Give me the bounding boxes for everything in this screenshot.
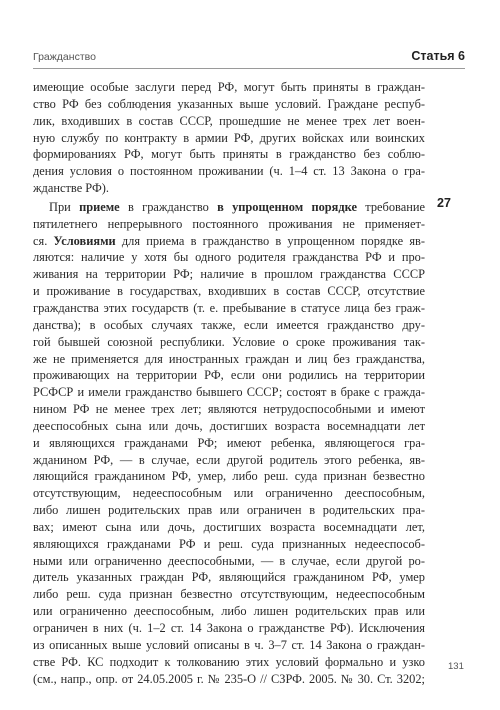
text-line: имеющие особые заслуги перед РФ, могут быть приняты в граждан- xyxy=(33,80,425,94)
text-line: либо лишен родительских прав или ограничен в родительских пра- xyxy=(33,503,425,518)
header-section-title: Гражданство xyxy=(33,51,96,63)
text-line: ляющийся гражданином РФ, умер, либо реш. суда признан безвестно xyxy=(33,469,425,484)
text-line: пятилетнего непрерывного постоянного проживания не применяет- xyxy=(33,216,425,231)
text-line: дитель указанных граждан РФ, являющийся гражданином РФ, умер xyxy=(33,570,425,585)
text-line: и являющихся гражданами РФ; имеют ребенка, являющегося гра- xyxy=(33,435,425,450)
text-line: нином РФ не менее трех лет; являются нетрудоспособными и имеют xyxy=(33,402,425,417)
bold-term-priem: приеме xyxy=(79,199,120,214)
page-number: 131 xyxy=(448,661,464,672)
text-line: лик, входивших в состав СССР, прошедшие не менее трех лет воен- xyxy=(33,113,425,128)
text-line: ство РФ без соблюдения указанных выше условий. Граждане респуб- xyxy=(33,96,425,111)
header-article-title: Статья 6 xyxy=(411,49,465,63)
text-line: являющихся гражданами РФ и реш. суда признанных недееспособ- xyxy=(33,536,425,551)
text-line: гой бывшей союзной республики. Условие о сроке проживания так- xyxy=(33,334,425,349)
text-line: (см., напр., опр. от 24.05.2005 г. № 235-О // СЗРФ. 2005. № 30. Ст. 3202; xyxy=(33,671,425,686)
bold-term-uproshchennom: в упрощенном порядке xyxy=(217,199,357,214)
text-line: отсутствующим, недееспособным или ограниченно дееспособным, xyxy=(33,486,425,501)
header-rule xyxy=(33,68,465,69)
text-line: проживающих на территории РФ, если они родились на территории xyxy=(33,368,425,383)
text-line: При приеме в гражданство в упрощенном порядке требование xyxy=(49,199,425,214)
text-line: из описанных выше условий описаны в ч. 3–7 ст. 14 Закона о граждан- xyxy=(33,637,425,652)
text-line: формированиях РФ, могут быть приняты в гражданство без соблю- xyxy=(33,147,425,162)
text-line: ограничен в них (ч. 1–2 ст. 14 Закона о гражданстве РФ). Исключения xyxy=(33,621,425,635)
text-line: данства); в особых случаях также, если имеется гражданство дру- xyxy=(33,317,425,332)
text-line: и проживание в государствах, входивших в состав СССР, отсутствие xyxy=(33,284,425,299)
text-line: дееспособных сына или дочь, достигших возраста восемнадцати лет xyxy=(33,418,425,433)
text-line: живания на территории РФ; наличие в прошлом гражданства СССР xyxy=(33,267,425,282)
text-line: РСФСР и имели гражданство бывшего СССР; состоят в браке с гражда- xyxy=(33,385,425,400)
text-line: или ограниченно дееспособным, либо лишен родительских прав или xyxy=(33,604,425,619)
bold-term-usloviyami: Условиями xyxy=(53,233,116,248)
text-line: либо реш. суда признан безвестно отсутствующим, недееспособным xyxy=(33,587,425,602)
running-header xyxy=(33,49,465,63)
text-line: ную службу по контракту в армии РФ, других войсках или воинских xyxy=(33,130,425,145)
text-line: ными или ограниченно дееспособными, — в случае, если другой ро- xyxy=(33,553,425,568)
text-line: ляются: наличие у хотя бы одного родителя гражданства РФ и про- xyxy=(33,250,425,265)
text-line: ся. Условиями для приема в гражданство в упрощенном порядке яв- xyxy=(33,233,425,248)
text-line: же не применяется для иностранных граждан и лиц без гражданства, xyxy=(33,351,425,366)
text-line: гражданства этих государств (т. е. пребывание в статусе лица без граж- xyxy=(33,300,425,315)
text-line: жданином РФ, — в случае, если другой родитель этого ребенка, яв- xyxy=(33,452,425,467)
text-line: стве РФ. КС подходит к толкованию этих условий формально и узко xyxy=(33,654,425,669)
margin-number: 27 xyxy=(437,196,451,210)
text-line: вах; имеют сына или дочь, достигших возраста восемнадцати лет, xyxy=(33,519,425,534)
text-line: дения условия о постоянном проживании (ч. 1–4 ст. 13 Закона о гра- xyxy=(33,164,425,179)
text-line: жданстве РФ). xyxy=(33,181,109,196)
body-text xyxy=(33,79,425,687)
